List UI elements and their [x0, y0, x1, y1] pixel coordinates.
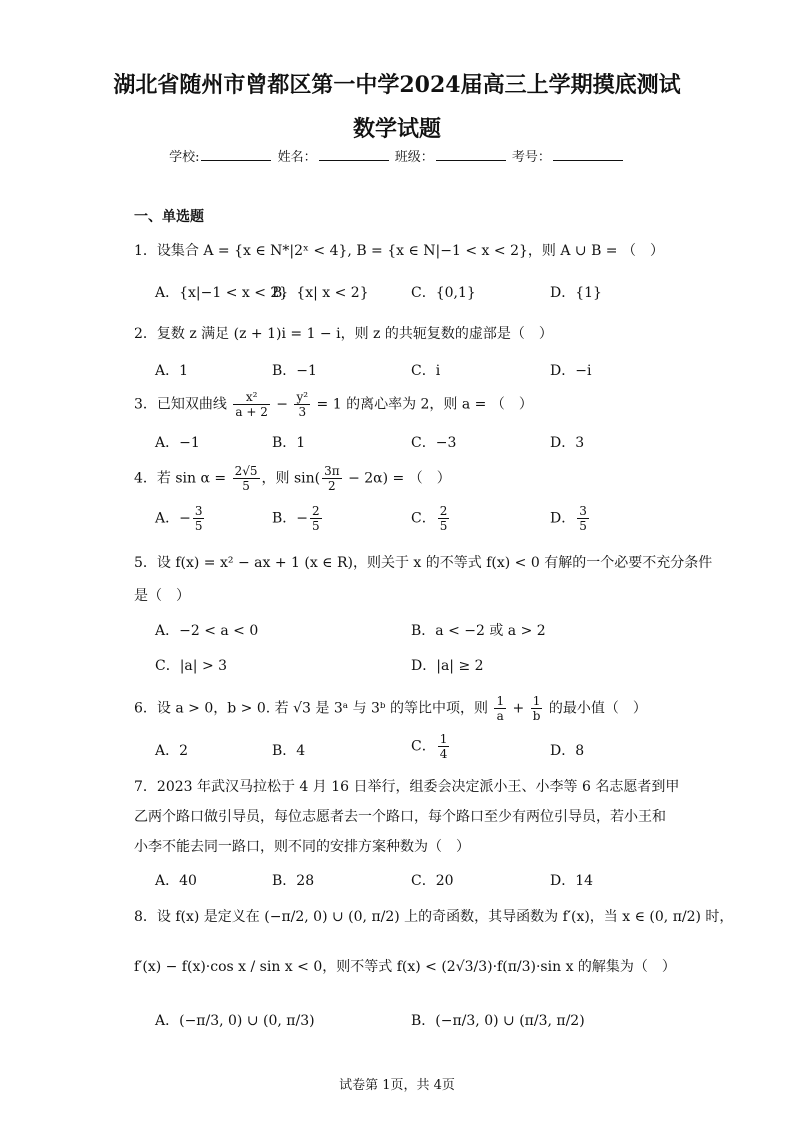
q4-option-d: [550, 504, 591, 533]
section-heading: 一、单选题: [134, 209, 204, 225]
question-8-line-1: 8．设 f(x) 是定义在 (−π/2, 0) ∪ (0, π/2) 上的奇函数，其导函数为 f′(x)，当 x ∈ (0, π/2) 时，: [134, 909, 734, 925]
exam-subtitle: 数学试题: [352, 116, 441, 142]
q4-b-frac: [310, 504, 322, 533]
q6-c-frac: [438, 732, 450, 761]
q6-plus: +: [508, 700, 529, 717]
question-3: [134, 390, 674, 419]
q4-a-label: A．−: [155, 510, 191, 527]
question-5-line-2: 是（ ）: [134, 588, 190, 604]
q4-fraction-sin: [233, 464, 260, 493]
q7-option-d: D．14: [550, 873, 594, 889]
q4-mid: ，则 sin(: [261, 470, 321, 487]
q4-a-den: 5: [194, 519, 203, 533]
q7-option-b: B．28: [272, 873, 315, 889]
exam-number-blank: [553, 148, 623, 161]
q6-option-d: D．8: [550, 743, 585, 759]
q1-option-b: B．{x| x < 2}: [272, 285, 369, 301]
q4-c-num: 2: [439, 504, 448, 518]
question-5-line-1: 5．设 f(x) = x² − ax + 1 (x ∈ R)，则关于 x 的不等式 f(x) < 0 有解的一个必要不充分条件: [134, 555, 713, 571]
q4-frac2-den: 2: [328, 479, 336, 493]
q8-option-b: B．(−π/3, 0) ∪ (π/3, π/2): [411, 1013, 585, 1029]
q6-pre: 6．设 a > 0，b > 0. 若 √3 是 3ᵃ 与 3ᵇ 的等比中项，则: [134, 700, 493, 717]
q3-frac1-den: a + 2: [235, 405, 268, 419]
q7-option-a: A．40: [155, 873, 197, 889]
q3-pre: 3．已知双曲线: [134, 396, 232, 413]
q4-c-den: 5: [439, 519, 448, 533]
q3-option-a: A．−1: [155, 435, 200, 451]
q4-c-label: C．: [411, 510, 436, 527]
q3-frac2-den: 3: [298, 405, 307, 419]
q6-frac-b: [531, 694, 543, 723]
q3-frac2-num: y²: [296, 390, 309, 404]
q8-option-a: A．(−π/3, 0) ∪ (0, π/3): [155, 1013, 315, 1029]
q6-frac-b-num: 1: [531, 694, 543, 709]
q3-fraction-y: [294, 390, 310, 419]
question-6: [134, 694, 674, 723]
q6-option-b: B．4: [272, 743, 306, 759]
class-blank: [436, 148, 506, 161]
q6-c-den: 4: [439, 747, 448, 761]
q4-b-num: 2: [312, 504, 320, 518]
q4-a-num: 3: [194, 504, 203, 518]
question-1: 1．设集合 A = {x ∈ N*|2ˣ < 4}, B = {x ∈ N|−1 < x < 2}，则 A ∪ B = （ ）: [134, 243, 664, 259]
q4-d-num: 3: [579, 504, 587, 518]
question-2: 2．复数 z 满足 (z + 1)i = 1 − i，则 z 的共轭复数的虚部是（ ）: [134, 326, 553, 342]
student-info-row: [0, 146, 794, 165]
school-blank: [201, 148, 271, 161]
q4-a-frac: [193, 504, 205, 533]
q6-frac-a-den: a: [496, 709, 504, 723]
q4-d-label: D．: [550, 510, 576, 527]
q2-option-a: A．1: [155, 363, 189, 379]
question-7-line-1: 7．2023 年武汉马拉松于 4 月 16 日举行，组委会决定派小王、小李等 6 名志愿者到甲: [134, 779, 680, 795]
q5-option-d: D．|a| ≥ 2: [411, 658, 484, 674]
q2-option-b: B．−1: [272, 363, 317, 379]
q6-post: 的最小值（ ）: [544, 700, 647, 717]
q3-minus: −: [271, 396, 293, 413]
q5-option-b: B．a < −2 或 a > 2: [411, 623, 546, 639]
q3-frac1-num: x²: [233, 390, 269, 405]
q1-option-c: C．{0,1}: [411, 285, 476, 301]
q1-option-d: D．{1}: [550, 285, 602, 301]
q4-d-frac: [577, 504, 589, 533]
question-7-line-2: 乙两个路口做引导员，每位志愿者去一个路口，每个路口至少有两位引导员，若小王和: [134, 809, 666, 825]
q2-option-d: D．−i: [550, 363, 592, 379]
question-8-line-2: f′(x) − f(x)·cos x / sin x < 0，则不等式 f(x) < (2√3/3)·f(π/3)·sin x 的解集为（ ）: [134, 959, 676, 975]
q4-frac1-num: 2√5: [234, 464, 258, 478]
q4-d-den: 5: [579, 519, 587, 533]
name-blank: [319, 148, 389, 161]
question-4: [134, 464, 674, 493]
q3-post: = 1 的离心率为 2，则 a = （ ）: [312, 396, 533, 413]
q4-frac2-num: 3π: [324, 464, 340, 478]
q4-b-den: 5: [312, 519, 320, 533]
q3-option-c: C．−3: [411, 435, 457, 451]
school-label: 学校:: [169, 150, 200, 165]
class-label: 班级：: [394, 150, 434, 165]
q6-frac-a: [494, 694, 506, 723]
exam-number-label: 考号：: [511, 150, 551, 165]
q4-frac1-den: 5: [242, 479, 250, 493]
q4-option-a: [155, 504, 206, 533]
q6-frac-b-den: b: [532, 709, 541, 723]
q7-option-c: C．20: [411, 873, 454, 889]
page-footer: 试卷第 1页，共 4页: [339, 1078, 455, 1093]
q3-option-b: B．1: [272, 435, 306, 451]
q6-c-num: 1: [439, 732, 448, 746]
q5-option-c: C．|a| > 3: [155, 658, 228, 674]
q1-option-a: A．{x|−1 < x < 2}: [155, 285, 289, 301]
q3-option-d: D．3: [550, 435, 585, 451]
q4-option-b: [272, 504, 324, 533]
question-7-line-3: 小李不能去同一路口，则不同的安排方案种数为（ ）: [134, 839, 470, 855]
q4-fraction-angle: [322, 464, 342, 493]
q6-option-c: [411, 732, 451, 761]
exam-title: 湖北省随州市曾都区第一中学2024届高三上学期摸底测试: [113, 72, 681, 98]
name-label: 姓名：: [277, 150, 317, 165]
q4-c-frac: [438, 504, 450, 533]
q2-option-c: C．i: [411, 363, 441, 379]
q6-c-label: C．: [411, 738, 436, 755]
q3-fraction-x: [233, 390, 269, 419]
q4-b-label: B．−: [272, 510, 309, 527]
q6-option-a: A．2: [155, 743, 189, 759]
q5-option-a: A．−2 < a < 0: [155, 623, 259, 639]
q4-option-c: [411, 504, 451, 533]
q4-post: − 2α) = （ ）: [343, 470, 451, 487]
q6-frac-a-num: 1: [496, 694, 505, 708]
q4-pre: 4．若 sin α =: [134, 470, 231, 487]
